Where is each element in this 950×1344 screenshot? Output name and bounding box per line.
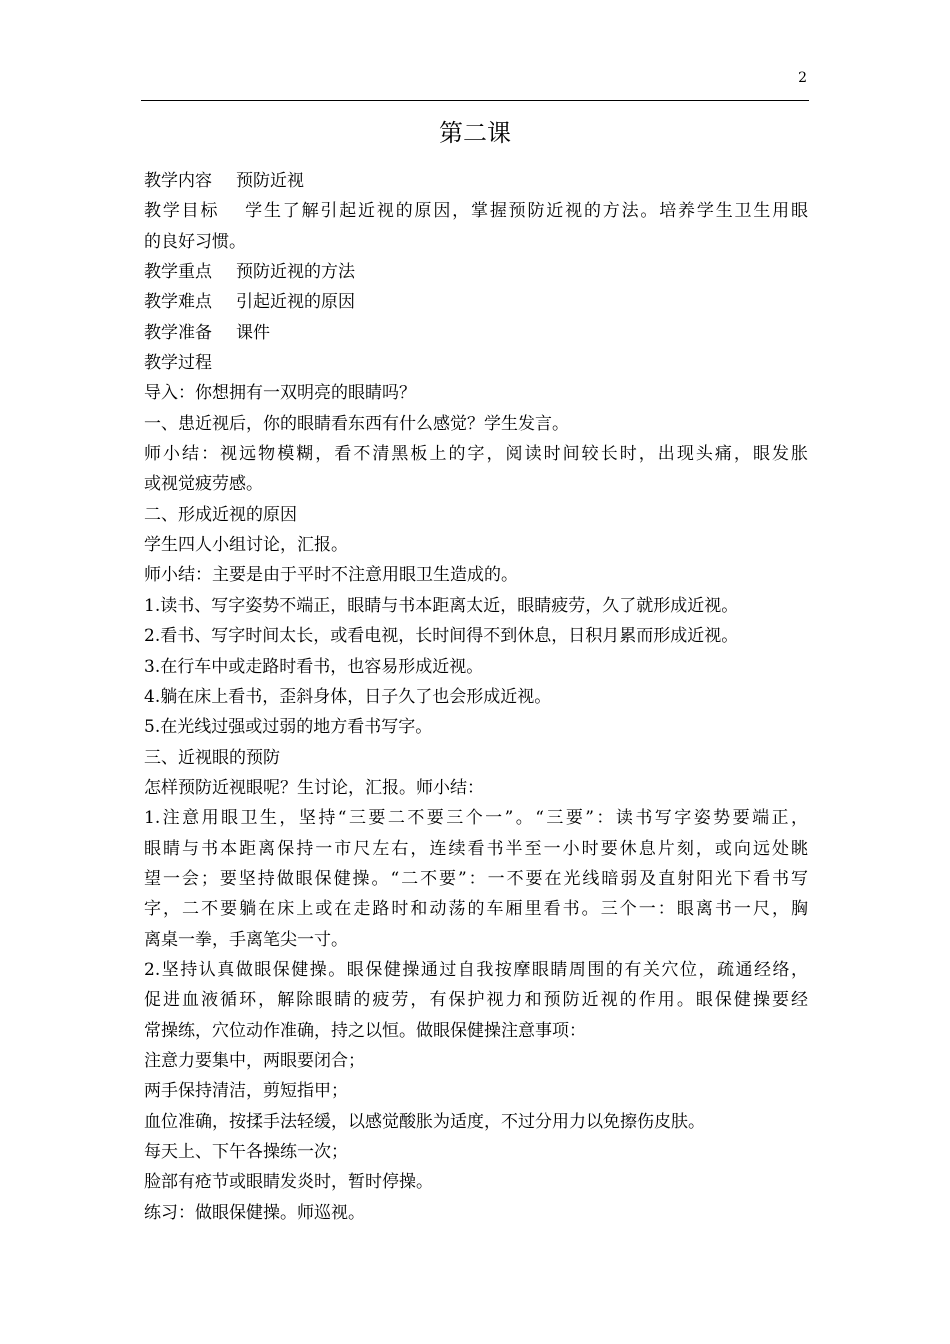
text-line bbox=[144, 894, 808, 924]
line-text: 眼睛与书本距离保持一市尺左右，连续看书半至一小时要休息片刻，或向远处眺 bbox=[144, 838, 808, 859]
header-rule bbox=[141, 100, 809, 101]
line-text: 怎样预防近视眼呢？生讨论，汇报。师小结： bbox=[144, 777, 484, 798]
field-label: 教学重点 bbox=[144, 262, 212, 283]
text-line bbox=[144, 318, 808, 348]
line-text: 两手保持清洁，剪短指甲； bbox=[144, 1081, 348, 1102]
line-text: 师小结：视远物模糊，看不清黑板上的字，阅读时间较长时，出现头痛，眼发胀 bbox=[144, 444, 808, 465]
line-text: 3.在行车中或走路时看书，也容易形成近视。 bbox=[144, 656, 484, 677]
line-text: 5.在光线过强或过弱的地方看书写字。 bbox=[144, 717, 433, 738]
field-value: 学生了解引起近视的原因，掌握预防近视的方法。培养学生卫生用眼 bbox=[243, 201, 808, 222]
line-text: 一、患近视后，你的眼睛看东西有什么感觉？学生发言。 bbox=[144, 413, 569, 434]
line-text: 血位准确，按揉手法轻缓，以感觉酸胀为适度，不过分用力以免擦伤皮肤。 bbox=[144, 1111, 705, 1132]
line-text: 师小结：主要是由于平时不注意用眼卫生造成的。 bbox=[144, 565, 518, 586]
field-label: 教学准备 bbox=[144, 322, 212, 343]
line-text: 离桌一拳，手离笔尖一寸。 bbox=[144, 929, 348, 950]
text-line bbox=[144, 1016, 808, 1046]
line-text: 1.注意用眼卫生，坚持“三要二不要三个一”。“三要”：读书写字姿势要端正， bbox=[144, 808, 808, 829]
line-text: 教学过程 bbox=[144, 353, 212, 374]
text-line bbox=[144, 560, 808, 590]
line-text: 练习：做眼保健操。师巡视。 bbox=[144, 1202, 365, 1223]
field-value: 引起近视的原因 bbox=[236, 292, 355, 313]
line-text: 三、近视眼的预防 bbox=[144, 747, 280, 768]
line-text: 1.读书、写字姿势不端正，眼睛与书本距离太近，眼睛疲劳，久了就形成近视。 bbox=[144, 595, 739, 616]
text-line bbox=[144, 864, 808, 894]
text-line bbox=[144, 166, 808, 196]
text-line bbox=[144, 985, 808, 1015]
text-line bbox=[144, 439, 808, 469]
text-line bbox=[144, 712, 808, 742]
text-line bbox=[144, 773, 808, 803]
line-text: 二、形成近视的原因 bbox=[144, 504, 297, 525]
line-text: 每天上、下午各操练一次； bbox=[144, 1142, 348, 1162]
text-line bbox=[144, 348, 808, 378]
text-line bbox=[144, 1198, 808, 1228]
line-text: 脸部有疮节或眼睛发炎时，暂时停操。 bbox=[144, 1172, 433, 1193]
text-line bbox=[144, 652, 808, 682]
text-line bbox=[144, 1107, 808, 1137]
text-line bbox=[144, 257, 808, 287]
text-line bbox=[144, 378, 808, 408]
field-value: 课件 bbox=[236, 322, 270, 343]
line-text: 导入：你想拥有一双明亮的眼睛吗？ bbox=[144, 383, 416, 404]
text-line bbox=[144, 409, 808, 439]
text-line bbox=[144, 500, 808, 530]
lesson-body bbox=[144, 166, 808, 1228]
text-line bbox=[144, 834, 808, 864]
line-text: 注意力要集中，两眼要闭合； bbox=[144, 1050, 365, 1071]
line-text: 望一会；要坚持做眼保健操。“二不要”：一不要在光线暗弱及直射阳光下看书写 bbox=[144, 868, 808, 889]
field-label: 教学目标 bbox=[144, 201, 220, 222]
line-text: 或视觉疲劳感。 bbox=[144, 474, 263, 495]
line-text: 的良好习惯。 bbox=[144, 231, 246, 252]
line-text: 字，二不要躺在床上或在走路时和动荡的车厢里看书。三个一：眼离书一尺，胸 bbox=[144, 899, 808, 920]
text-line bbox=[144, 803, 808, 833]
field-value: 预防近视的方法 bbox=[236, 262, 355, 283]
text-line bbox=[144, 1137, 808, 1167]
line-text: 常操练，穴位动作准确，持之以恒。做眼保健操注意事项： bbox=[144, 1020, 586, 1041]
text-line bbox=[144, 1167, 808, 1197]
field-label: 教学内容 bbox=[144, 171, 212, 191]
text-line bbox=[144, 682, 808, 712]
text-line bbox=[144, 287, 808, 317]
line-text: 4.躺在床上看书，歪斜身体，日子久了也会形成近视。 bbox=[144, 686, 552, 707]
text-line bbox=[144, 925, 808, 955]
text-line bbox=[144, 469, 808, 499]
text-line bbox=[144, 591, 808, 621]
line-text: 2.坚持认真做眼保健操。眼保健操通过自我按摩眼睛周围的有关穴位，疏通经络， bbox=[144, 959, 808, 980]
text-line bbox=[144, 530, 808, 560]
text-line bbox=[144, 621, 808, 651]
text-line bbox=[144, 1076, 808, 1106]
text-line bbox=[144, 743, 808, 773]
page-number: 2 bbox=[798, 70, 807, 86]
text-line bbox=[144, 1046, 808, 1076]
line-text: 2.看书、写字时间太长，或看电视，长时间得不到休息，日积月累而形成近视。 bbox=[144, 626, 739, 647]
field-label: 教学难点 bbox=[144, 292, 212, 313]
lesson-title: 第二课 bbox=[439, 119, 511, 147]
text-line bbox=[144, 196, 808, 226]
line-text: 学生四人小组讨论，汇报。 bbox=[144, 535, 348, 556]
line-text: 促进血液循环，解除眼睛的疲劳，有保护视力和预防近视的作用。眼保健操要经 bbox=[144, 990, 808, 1011]
field-value: 预防近视 bbox=[236, 171, 304, 191]
text-line bbox=[144, 227, 808, 257]
text-line bbox=[144, 955, 808, 985]
